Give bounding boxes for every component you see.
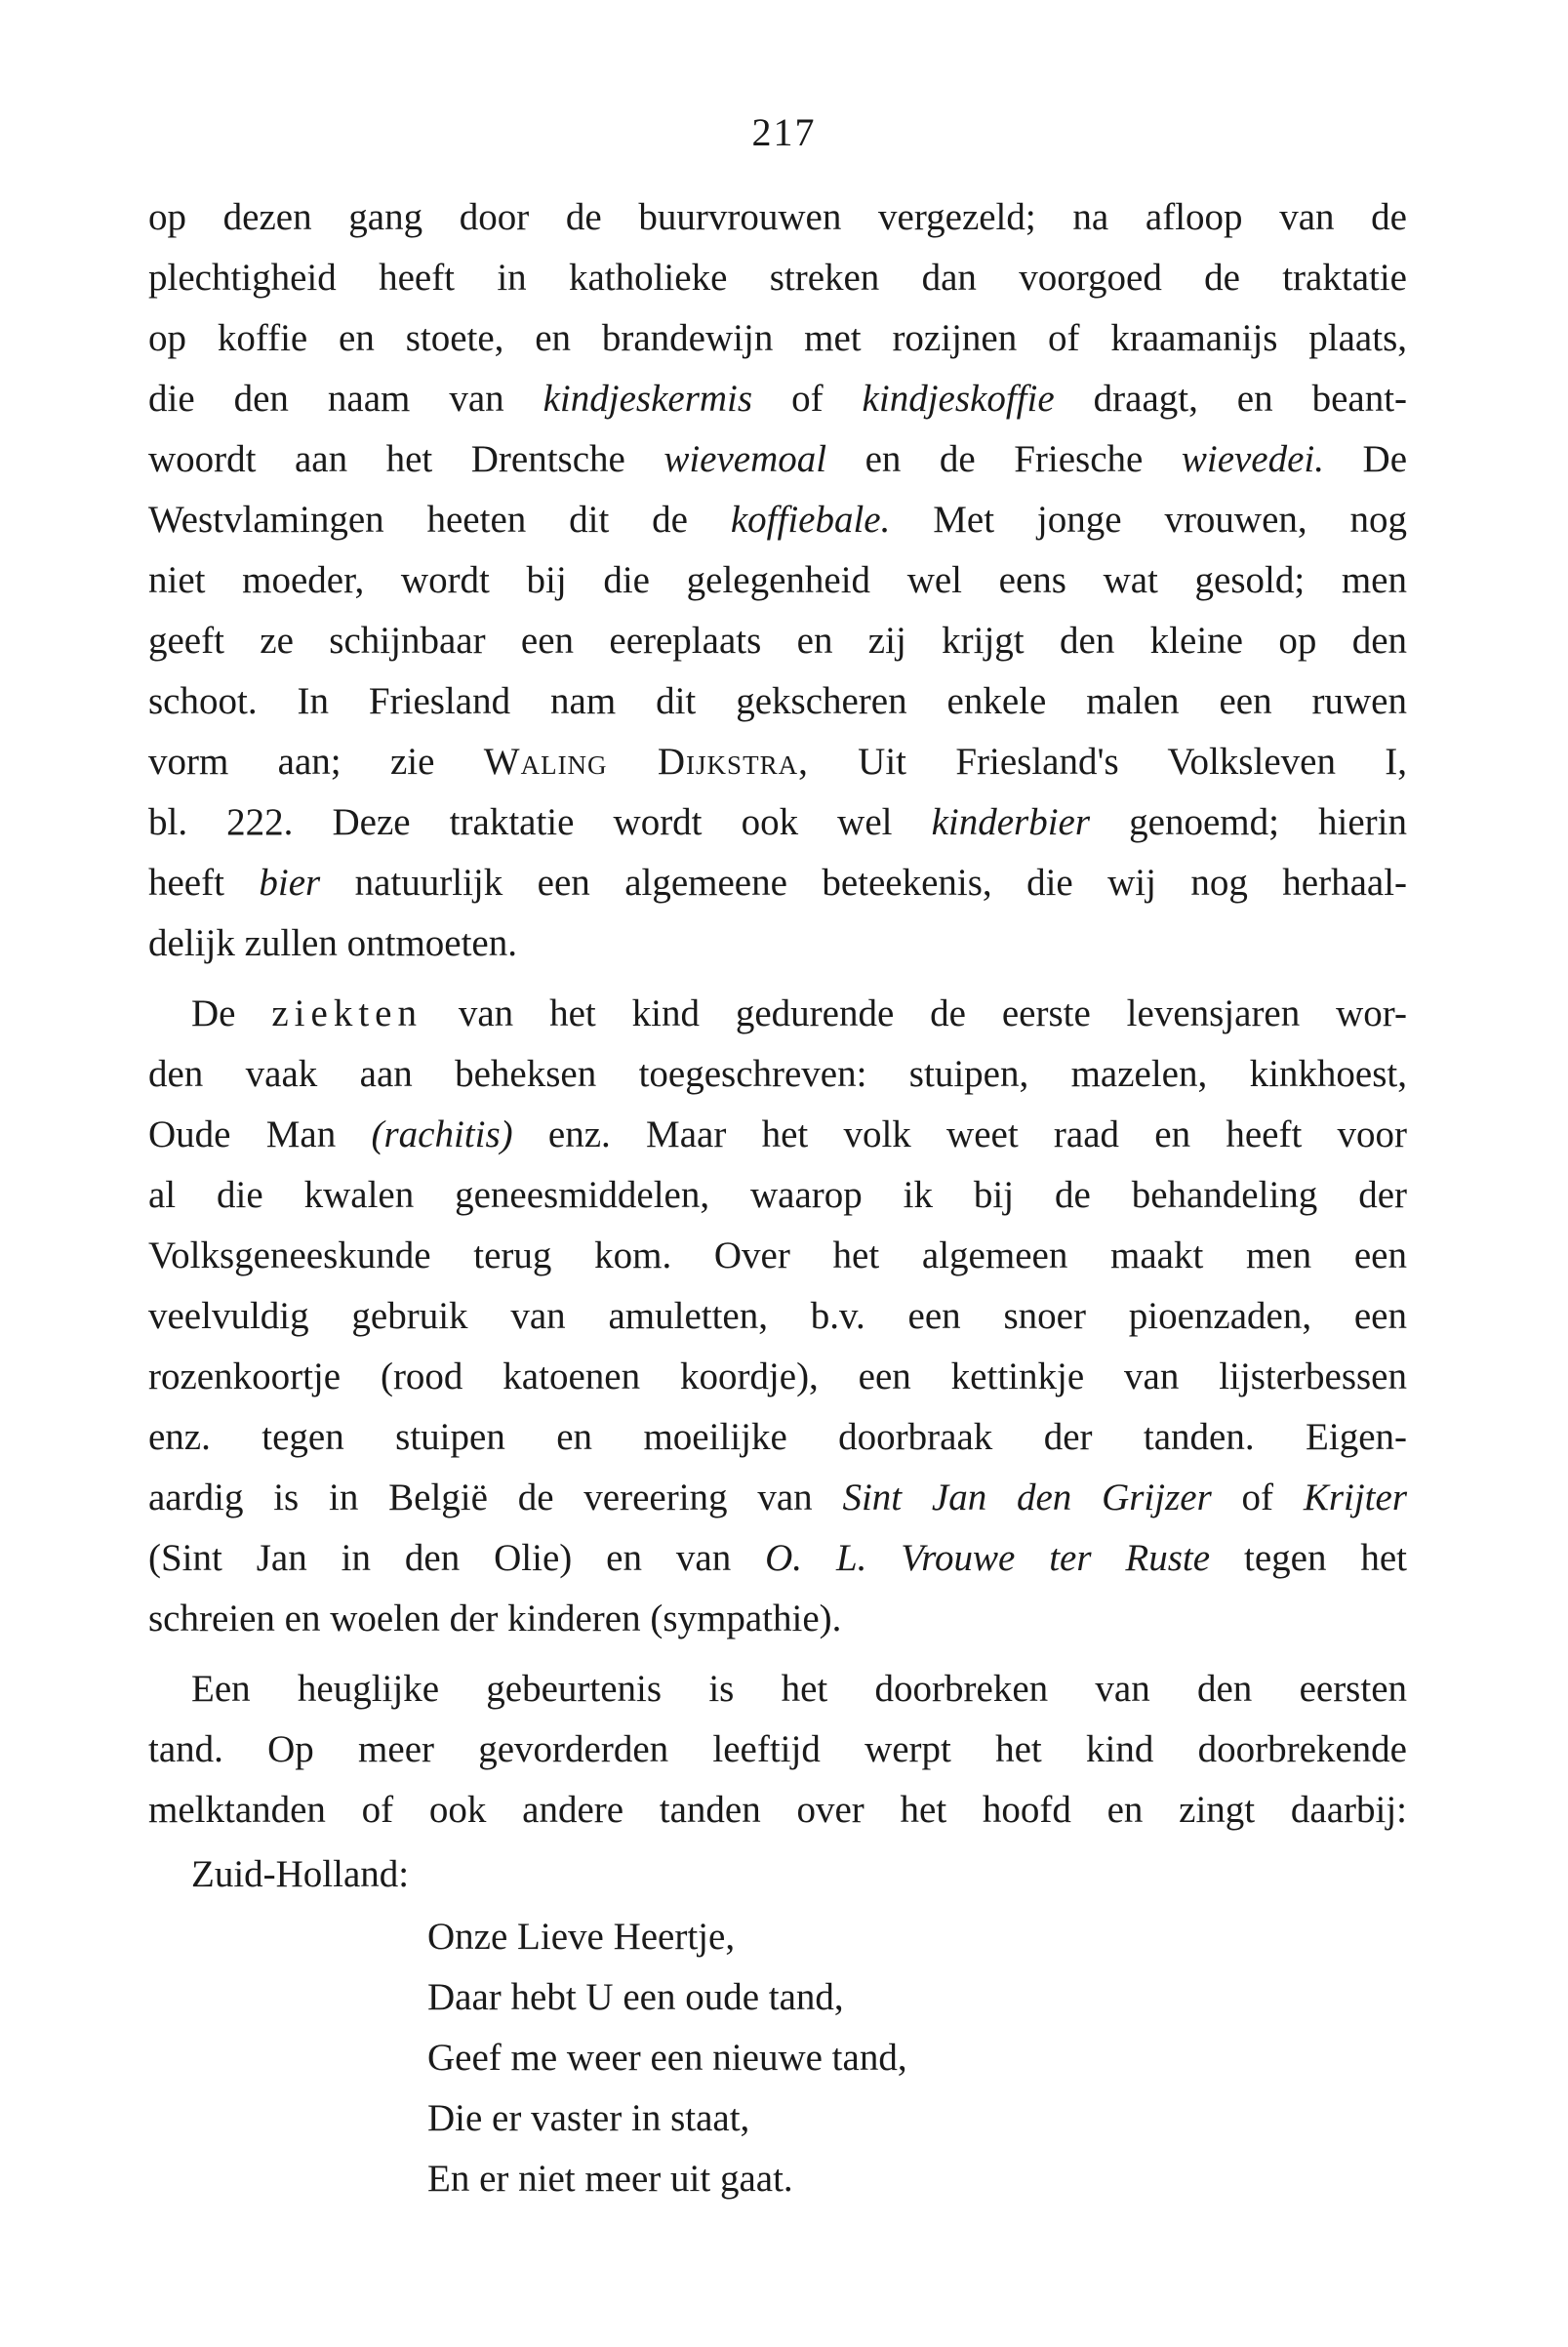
text-line: aardig is in België de vereering van Sint Jan den Grijzer of Krijter (148, 1477, 1407, 1518)
text-line: plechtigheid heeft in katholieke streken dan voorgoed de traktatie (148, 257, 1407, 299)
poem-verse: En er niet meer uit gaat. (427, 2158, 793, 2200)
term-wievedei: wievedei. (1181, 438, 1325, 480)
text-line: den vaak aan beheksen toegeschreven: stuipen, mazelen, kinkhoest, (148, 1053, 1407, 1095)
region-label: Zuid-Holland: (191, 1853, 410, 1895)
text-line: woordt aan het Drentsche wievemoal en de Friesche wievedei. De (148, 438, 1408, 480)
paragraph-3 (148, 1659, 1407, 1841)
term-vrouwe-ter-ruste: O. L. Vrouwe ter Ruste (765, 1537, 1211, 1579)
text-line: niet moeder, wordt bij die gelegenheid wel eens wat gesold; men (148, 559, 1407, 601)
paragraph-2 (148, 984, 1407, 1649)
text-line: De ziekten van het kind gedurende de eerste levensjaren wor- (191, 992, 1407, 1034)
text-line: heeft bier natuurlijk een algemeene beteekenis, die wij nog herhaal- (148, 862, 1408, 904)
text-line: die den naam van kindjeskermis of kindjeskoffie draagt, en beant- (148, 378, 1408, 420)
text-line: (Sint Jan in den Olie) en van O. L. Vrouwe ter Ruste tegen het (148, 1537, 1408, 1579)
text-line: geeft ze schijnbaar een eereplaats en zij krijgt den kleine op den (148, 620, 1407, 662)
text-line: schoot. In Friesland nam dit gekscheren enkele malen een ruwen (148, 680, 1407, 722)
term-sint-jan-den-grijzer: Sint Jan den Grijzer (842, 1477, 1212, 1518)
poem-verse: Geef me weer een nieuwe tand, (427, 2037, 907, 2079)
text-line: al die kwalen geneesmiddelen, waarop ik bij de behandeling der (148, 1174, 1407, 1216)
paragraph-1 (148, 187, 1407, 974)
poem-verse: Daar hebt U een oude tand, (427, 1976, 844, 2018)
poem-verse: Die er vaster in staat, (427, 2097, 750, 2139)
term-kinderbier: kinderbier (931, 801, 1091, 843)
term-koffiebale: koffiebale. (730, 499, 891, 541)
term-bier: bier (259, 862, 321, 904)
text-line: op dezen gang door de buurvrouwen vergezeld; na afloop van de (148, 196, 1407, 238)
text-line: schreien en woelen der kinderen (sympathie). (148, 1598, 842, 1639)
body-text (148, 187, 1407, 2209)
text-line: op koffie en stoete, en brandewijn met rozijnen of kraamanijs plaats, (148, 317, 1407, 359)
emphasis-ziekten: ziekten (271, 992, 422, 1034)
text-line: Een heuglijke gebeurtenis is het doorbreken van den eersten (191, 1668, 1407, 1710)
poem (148, 1907, 1407, 2209)
text-line: rozenkoortje (rood katoenen koordje), een kettinkje van lijsterbessen (148, 1356, 1407, 1397)
page-number: 217 (751, 110, 817, 154)
text-line: vorm aan; zie Waling Dijkstra, Uit Friesland's Volksleven I, (148, 741, 1408, 783)
text-line: Westvlamingen heeten dit de koffiebale. Met jonge vrouwen, nog (148, 499, 1408, 541)
term-krijter: Krijter (1303, 1477, 1407, 1518)
term-kindjeskermis: kindjeskermis (543, 378, 753, 420)
term-kindjeskoffie: kindjeskoffie (862, 378, 1055, 420)
text-line: tand. Op meer gevorderden leeftijd werpt het kind doorbrekende (148, 1728, 1407, 1770)
text-line: delijk zullen ontmoeten. (148, 922, 517, 964)
text-line: Oude Man (rachitis) enz. Maar het volk weet raad en heeft voor (148, 1113, 1408, 1155)
term-wievemoal: wievemoal (663, 438, 827, 480)
term-rachitis: (rachitis) (371, 1113, 513, 1155)
text-line: veelvuldig gebruik van amuletten, b.v. een snoer pioenzaden, een (148, 1295, 1407, 1337)
text-line: Volksgeneeskunde terug kom. Over het algemeen maakt men een (148, 1234, 1407, 1276)
text-line: melktanden of ook andere tanden over het hoofd en zingt daarbij: (148, 1789, 1407, 1831)
poem-verse: Onze Lieve Heertje, (427, 1916, 736, 1958)
author-name: Waling Dijkstra, (483, 741, 809, 783)
text-line: bl. 222. Deze traktatie wordt ook wel kinderbier genoemd; hierin (148, 801, 1408, 843)
text-line: enz. tegen stuipen en moeilijke doorbraak der tanden. Eigen- (148, 1416, 1407, 1458)
